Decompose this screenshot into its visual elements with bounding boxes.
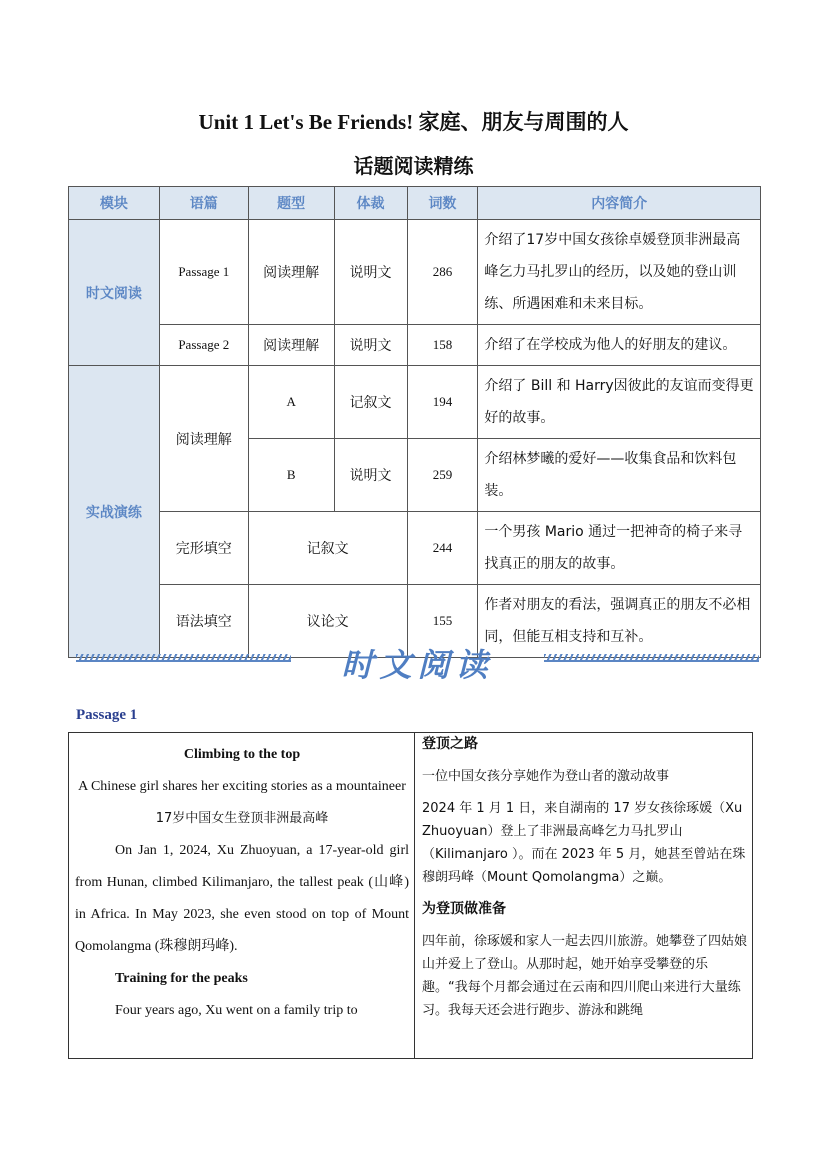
- type-cell: 阅读理解: [248, 325, 334, 366]
- document-subtitle: 话题阅读精练: [353, 154, 474, 178]
- module-cell: 实战演练: [69, 366, 160, 658]
- header-passage: 语篇: [159, 187, 248, 220]
- cn-paragraph: 四年前，徐琢媛和家人一起去四川旅游。她攀登了四姑娘山并爱上了登山。从那时起，她开始享受攀登的乐趣。“我每个月都会通过在云南和四川爬山来进行大量练习。我每天还会进行跑步、游泳和跳绳: [422, 934, 748, 1018]
- passage-cell: 语法填空: [159, 585, 248, 658]
- column-divider: [414, 733, 415, 1058]
- passage-box: [68, 732, 753, 1059]
- header-intro: 内容简介: [478, 187, 761, 220]
- intro-cell: 介绍了 Bill 和 Harry因彼此的友谊而变得更好的故事。: [478, 366, 761, 439]
- table-header-row: [69, 187, 761, 220]
- words-cell: 155: [407, 585, 478, 658]
- words-cell: 286: [407, 220, 478, 325]
- header-word-count: 词数: [407, 187, 478, 220]
- genre-cell: 说明文: [334, 439, 407, 512]
- cn-section-heading: 为登顶做准备: [422, 901, 506, 917]
- banner-decoration-right: [544, 654, 759, 662]
- type-cell: A: [248, 366, 334, 439]
- words-cell: 158: [407, 325, 478, 366]
- en-subtitle: A Chinese girl shares her exciting stories as a mountaineer: [78, 779, 406, 794]
- words-cell: 244: [407, 512, 478, 585]
- passage-label: Passage 1: [76, 707, 138, 723]
- genre-cell: 说明文: [334, 220, 407, 325]
- passage-cell: 阅读理解: [159, 366, 248, 512]
- en-title: Climbing to the top: [183, 747, 301, 762]
- module-cell: 时文阅读: [69, 220, 160, 366]
- table-row: [69, 220, 761, 325]
- passage-cell: 完形填空: [159, 512, 248, 585]
- cn-paragraph: 2024 年 1 月 1 日，来自湖南的 17 岁女孩徐琢媛（Xu Zhuoyuan）登上了非洲最高峰乞力马扎罗山（Kilimanjaro ）。而在 2023 年 5 月，她甚至曾站在珠穆朗玛峰（Mount Qomolangma）之巅。: [422, 801, 746, 885]
- document-title: Unit 1 Let's Be Friends! 家庭、朋友与周围的人: [198, 110, 629, 134]
- intro-cell: 作者对朋友的看法，强调真正的朋友不必相同，但能互相支持和互补。: [478, 585, 761, 658]
- words-cell: 259: [407, 439, 478, 512]
- intro-cell: 介绍林梦曦的爱好——收集食品和饮料包装。: [478, 439, 761, 512]
- type-cell: B: [248, 439, 334, 512]
- table-row: [69, 366, 761, 439]
- en-chinese-heading: 17岁中国女生登顶非洲最高峰: [155, 811, 329, 826]
- intro-cell: 介绍了在学校成为他人的好朋友的建议。: [478, 325, 761, 366]
- chinese-column: [422, 733, 748, 1031]
- header-module: 模块: [69, 187, 160, 220]
- genre-cell: 说明文: [334, 325, 407, 366]
- en-paragraph: Four years ago, Xu went on a family trip to: [115, 1003, 358, 1018]
- type-cell: 阅读理解: [248, 220, 334, 325]
- passage-cell: Passage 1: [159, 220, 248, 325]
- intro-cell: 介绍了17岁中国女孩徐卓媛登顶非洲最高峰乞力马扎罗山的经历，以及她的登山训练、所遇困难和未来目标。: [478, 220, 761, 325]
- english-column: [75, 739, 409, 1027]
- words-cell: 194: [407, 366, 478, 439]
- en-section-heading: Training for the peaks: [115, 971, 248, 986]
- passage-cell: Passage 2: [159, 325, 248, 366]
- cn-subtitle: 一位中国女孩分享她作为登山者的激动故事: [422, 769, 670, 784]
- cn-title: 登顶之路: [422, 736, 478, 752]
- genre-cell: 议论文: [248, 585, 407, 658]
- en-paragraph: On Jan 1, 2024, Xu Zhuoyuan, a 17-year-old girl from Hunan, climbed Kilimanjaro, the tallest peak (山峰) in Africa. In May 2023, she even stood on top of Mount Qomolangma (珠穆朗玛峰).: [75, 843, 409, 954]
- banner-title: 时文阅读: [341, 646, 494, 684]
- header-question-type: 题型: [248, 187, 334, 220]
- genre-cell: 记叙文: [248, 512, 407, 585]
- summary-table: [68, 186, 761, 658]
- table-row: [69, 325, 761, 366]
- intro-cell: 一个男孩 Mario 通过一把神奇的椅子来寻找真正的朋友的故事。: [478, 512, 761, 585]
- section-banner: [76, 640, 759, 684]
- header-genre: 体裁: [334, 187, 407, 220]
- table-row: [69, 512, 761, 585]
- genre-cell: 记叙文: [334, 366, 407, 439]
